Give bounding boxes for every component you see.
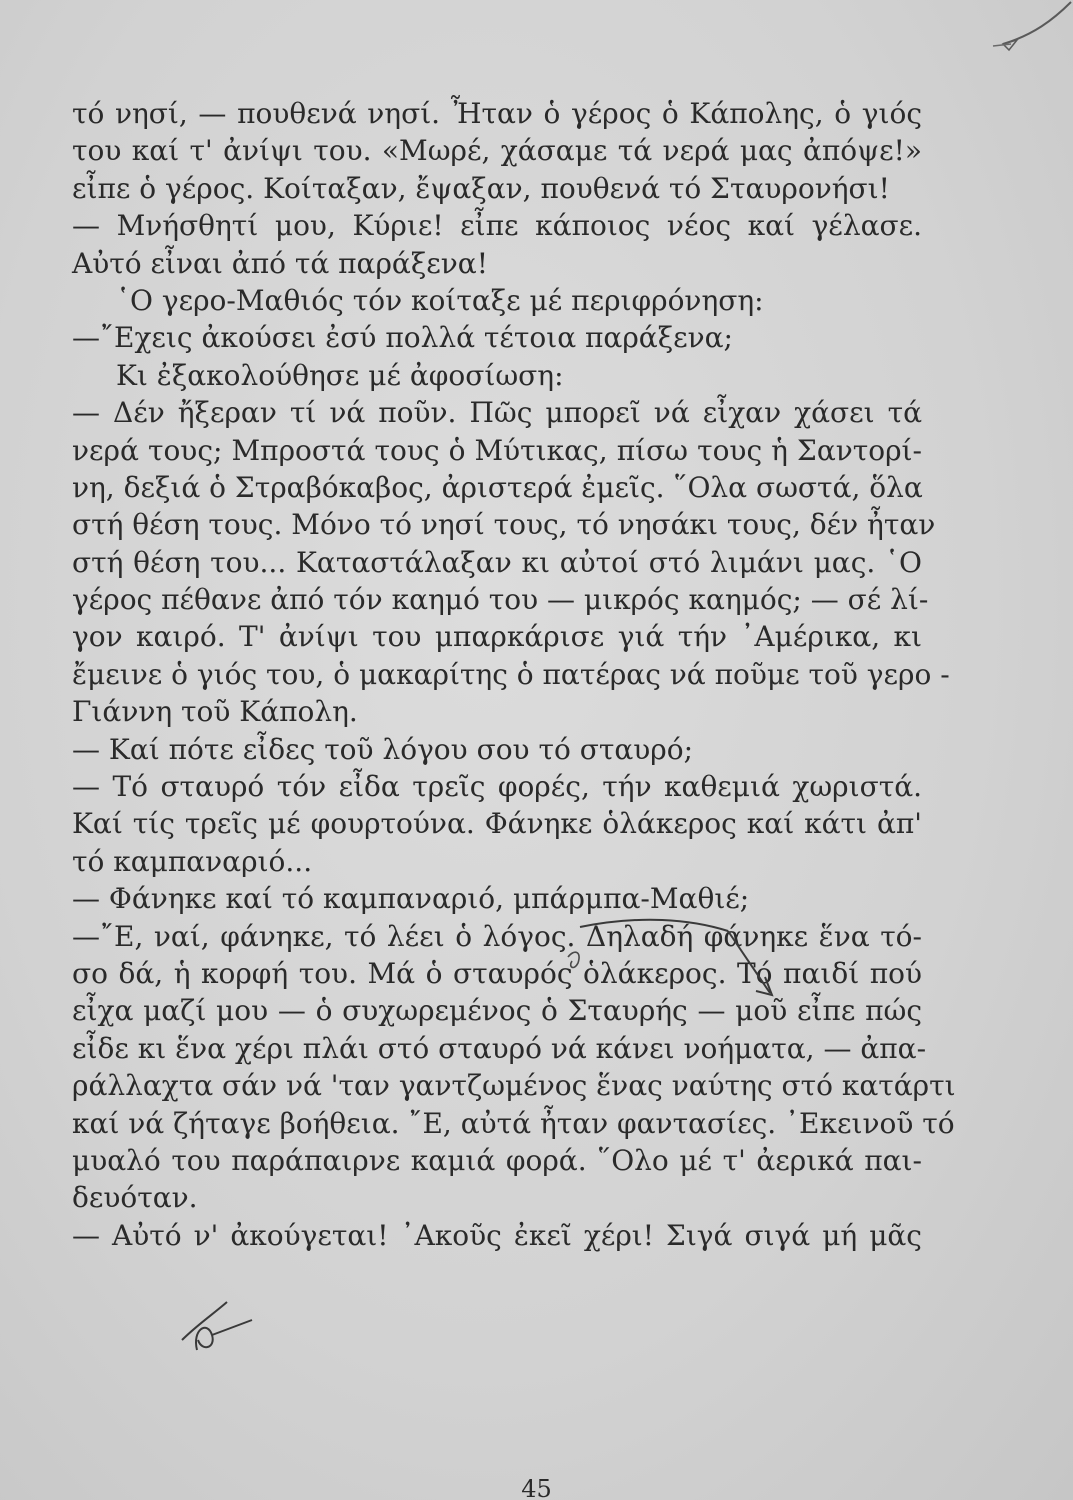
text-line-13: στή θέση του... Καταστάλαξαν κι αὐτοί στό λιμάνι μας. ῾Ο — [72, 545, 922, 579]
text-line-19: — Τό σταυρό τόν εἶδα τρεῖς φορές, τήν καθεμιά χωριστά. — [72, 770, 922, 804]
text-line-30: δευόταν. — [72, 1181, 198, 1215]
text-line-11: νη, δεξιά ὁ Στραβόκαβος, ἀριστερά ἐμεῖς. ῞Ολα σωστά, ὅλα — [72, 470, 923, 504]
text-line-9: — Δέν ἤξεραν τί νά ποῦν. Πῶς μπορεῖ νά εἶχαν χάσει τά — [72, 396, 922, 430]
text-line-8: Κι ἐξακολούθησε μέ ἀφοσίωση: — [116, 358, 564, 392]
pencil-annotation-mark — [560, 905, 800, 1015]
text-line-15: γον καιρό. Τ' ἀνίψι του μπαρκάρισε γιά τήν ᾿Αμέρικα, κι — [72, 620, 922, 654]
text-line-31: — Αὐτό ν' ἀκούγεται! ᾿Ακοῦς ἐκεῖ χέρι! Σιγά σιγά μή μᾶς — [72, 1218, 922, 1252]
text-line-7: —῎Εχεις ἀκούσει ἐσύ πολλά τέτοια παράξενα; — [72, 321, 733, 355]
text-line-23: —῎Ε, ναί, φάνηκε, τό λέει ὁ λόγος. Δηλαδή φάνηκε ἕνα τό- — [72, 919, 922, 953]
page-number: 45 — [521, 1475, 552, 1500]
body-text — [72, 95, 956, 1254]
pencil-scribble-mark — [172, 1290, 262, 1360]
text-line-28: καί νά ζήταγε βοήθεια. ῎Ε, αὐτά ἦταν φαντασίες. ᾿Εκεινοῦ τό — [72, 1106, 955, 1140]
text-line-3: εἶπε ὁ γέρος. Κοίταξαν, ἔψαξαν, πουθενά τό Σταυρονήσι! — [72, 171, 890, 205]
text-line-10: νερά τους; Μπροστά τους ὁ Μύτικας, πίσω τους ἡ Σαντορί- — [72, 433, 922, 467]
text-line-16: ἔμεινε ὁ γιός του, ὁ μακαρίτης ὁ πατέρας νά ποῦμε τοῦ γερο - — [72, 657, 950, 691]
text-line-25: εἶχα μαζί μου — ὁ συχωρεμένος ὁ Σταυρής — μοῦ εἶπε πώς — [72, 994, 922, 1028]
text-line-2: του καί τ' ἀνίψι του. «Μωρέ, χάσαμε τά νερά μας ἀπόψε!» — [72, 134, 922, 168]
text-line-1: τό νησί, — πουθενά νησί. Ἦταν ὁ γέρος ὁ Κάπολης, ὁ γιός — [72, 97, 922, 130]
pencil-corner-mark — [983, 0, 1073, 60]
text-line-27: ράλλαχτα σάν νά 'ταν γαντζωμένος ἕνας ναύτης στό κατάρτι — [72, 1069, 956, 1103]
text-line-22: — Φάνηκε καί τό καμπαναριό, μπάρμπα-Μαθιέ; — [72, 882, 750, 916]
text-line-24: σο δά, ἡ κορφή του. Μά ὁ σταυρός ὁλάκερος. Τό παιδί πού — [72, 956, 922, 990]
text-line-17: Γιάννη τοῦ Κάπολη. — [72, 695, 358, 729]
text-line-4: — Μνήσθητί μου, Κύριε! εἶπε κάποιος νέος καί γέλασε. — [72, 209, 922, 243]
text-line-6: ῾Ο γερο-Μαθιός τόν κοίταξε μέ περιφρόνηση: — [116, 283, 764, 317]
text-line-20: Καί τίς τρεῖς μέ φουρτούνα. Φάνηκε ὁλάκερος καί κάτι ἀπ' — [72, 807, 922, 841]
text-line-21: τό καμπαναριό... — [72, 844, 313, 878]
text-line-29: μυαλό του παράπαιρνε καμιά φορά. ῞Ολο μέ τ' ἀερικά παι- — [72, 1143, 922, 1177]
text-line-18: — Καί πότε εἶδες τοῦ λόγου σου τό σταυρό; — [72, 732, 694, 766]
text-line-14: γέρος πέθανε ἀπό τόν καημό του — μικρός καημός; — σέ λί- — [72, 583, 929, 617]
text-line-5: Αὐτό εἶναι ἀπό τά παράξενα! — [72, 246, 488, 280]
text-line-26: εἶδε κι ἕνα χέρι πλάι στό σταυρό νά κάνει νοήματα, — ἀπα- — [72, 1031, 927, 1065]
text-line-12: στή θέση τους. Μόνο τό νησί τους, τό νησάκι τους, δέν ἦταν — [72, 508, 936, 542]
